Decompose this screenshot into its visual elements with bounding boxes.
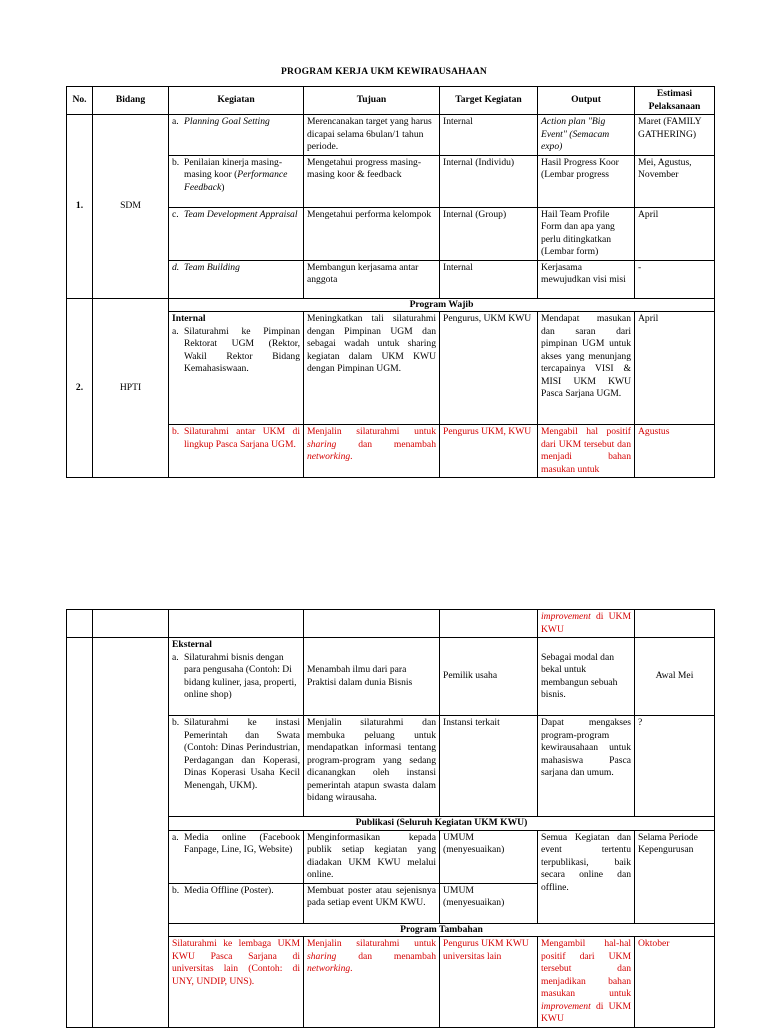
kegiatan-cell: b. Silaturahmi antar UKM di lingkup Pasca Sarjana UGM.: [169, 425, 304, 478]
section-row: [67, 298, 715, 312]
header-output: Output: [538, 87, 635, 115]
target-cell: Pengurus UKM, KWU: [440, 425, 538, 478]
tujuan-cell: Meningkatkan tali silaturahmi dengan Pimpinan UGM dan sebagai wadah untuk sharing kegiatan dalam UKM KWU dengan Pimpinan UGM.: [304, 312, 440, 425]
tujuan-cell: Menjalin silaturahmi untuk sharing dan menambah networking.: [304, 937, 440, 1028]
header-bidang: Bidang: [93, 87, 169, 115]
estimasi-cell: April: [635, 312, 715, 425]
target-cell: Pengurus UKM KWU universitas lain: [440, 937, 538, 1028]
target-cell: Pengurus, UKM KWU: [440, 312, 538, 425]
table-row: [67, 638, 715, 716]
target-cell: Internal: [440, 260, 538, 298]
header-no: No.: [67, 87, 93, 115]
estimasi-cell: ?: [635, 716, 715, 817]
estimasi-cell: April: [635, 207, 715, 260]
section-heading-publikasi: Publikasi (Seluruh Kegiatan UKM KWU): [169, 817, 715, 831]
header-kegiatan: Kegiatan: [169, 87, 304, 115]
estimasi-cell: Agustus: [635, 425, 715, 478]
kegiatan-cell: b. Silaturahmi ke instasi Pemerintah dan Swata (Contoh: Dinas Perindustrian, Perdagangan dan Koperasi, Dinas Koperasi Usaha Kecil Menengah, UKM).: [169, 716, 304, 817]
kegiatan-cell: a. Media online (Facebook Fanpage, Line, IG, Website): [169, 830, 304, 883]
tujuan-cell: Menjalin silaturahmi untuk sharing dan menambah networking.: [304, 425, 440, 478]
target-cell: Pemilik usaha: [440, 638, 538, 716]
tujuan-cell: Membangun kerjasama antar anggota: [304, 260, 440, 298]
page-title: PROGRAM KERJA UKM KEWIRAUSAHAAN: [281, 67, 487, 77]
row-number: 2.: [67, 298, 93, 478]
eksternal-label: Eksternal: [172, 639, 212, 650]
internal-label: Internal: [172, 313, 206, 324]
output-cell: improvement di UKM KWU: [538, 610, 635, 638]
output-cell: Mengabil hal positif dari UKM tersebut dan menjadi bahan masukan untuk: [538, 425, 635, 478]
table-row: [67, 115, 715, 156]
target-cell: UMUM (menyesuaikan): [440, 883, 538, 923]
target-cell: UMUM (menyesuaikan): [440, 830, 538, 883]
target-cell: Instansi terkait: [440, 716, 538, 817]
header-estimasi: Estimasi Pelaksanaan: [635, 87, 715, 115]
output-cell: Action plan "Big Event" (Semacam expo): [538, 115, 635, 156]
output-cell: Dapat mengakses program-program kewirausahaan untuk mahasiswa Pasca sarjana dan umum.: [538, 716, 635, 817]
kegiatan-cell: Silaturahmi ke lembaga UKM KWU Pasca Sarjana di universitas lain (Contoh: di UNY, UNDIP, UNS).: [169, 937, 304, 1028]
output-cell: Mengambil hal-hal positif dari UKM tersebut dan menjadikan bahan masukan untuk improvement di UKM KWU: [538, 937, 635, 1028]
output-cell: Semua Kegiatan dan event tertentu terpublikasi, baik secara online dan offline.: [538, 830, 635, 923]
estimasi-cell: Selama Periode Kepengurusan: [635, 830, 715, 923]
tujuan-cell: Menjalin silaturahmi dan membuka peluang untuk mendapatkan informasi tentang program-program yang sedang dicanangkan oleh instansi pemerintah atapun swasta dalam bidang wirausaha.: [304, 716, 440, 817]
tujuan-cell: Mengetahui performa kelompok: [304, 207, 440, 260]
estimasi-cell: -: [635, 260, 715, 298]
kegiatan-cell: b. Media Offline (Poster).: [169, 883, 304, 923]
target-cell: Internal (Group): [440, 207, 538, 260]
section-heading-wajib: Program Wajib: [169, 298, 715, 312]
kegiatan-cell: a. Planning Goal Setting: [169, 115, 304, 156]
output-cell: Hasil Progress Koor (Lembar progress: [538, 155, 635, 207]
output-cell: Sebagai modal dan bekal untuk membangun sebuah bisnis.: [538, 638, 635, 716]
estimasi-cell: Mei, Agustus, November: [635, 155, 715, 207]
tujuan-cell: Membuat poster atau sejenisnya pada setiap event UKM KWU.: [304, 883, 440, 923]
program-table-page-2: [66, 609, 715, 1028]
row-number: 1.: [67, 115, 93, 299]
program-table-page-1: [66, 86, 715, 478]
continued-row: [67, 610, 715, 638]
output-cell: Mendapat masukan dan saran dari pimpinan UGM untuk akses yang menunjang tercapainya VISI & MISI UKM KWU Pasca Sarjana UGM.: [538, 312, 635, 425]
header-row: [67, 87, 715, 115]
header-target: Target Kegiatan: [440, 87, 538, 115]
kegiatan-cell: Eksternal a. Silaturahmi bisnis dengan para pengusaha (Contoh: Di bidang kuliner, jasa, properti, online shop): [169, 638, 304, 716]
kegiatan-cell: Internal a. Silaturahmi ke Pimpinan Rektorat UGM (Rektor, Wakil Rektor Bidang Kemahasiswaan.: [169, 312, 304, 425]
section-heading-tambahan: Program Tambahan: [169, 923, 715, 937]
kegiatan-cell: c. Team Development Appraisal: [169, 207, 304, 260]
bidang-cell: SDM: [93, 115, 169, 299]
estimasi-cell: Maret (FAMILY GATHERING): [635, 115, 715, 156]
kegiatan-cell: b. Penilaian kinerja masing-masing koor (Performance Feedback): [169, 155, 304, 207]
output-cell: Hail Team Profile Form dan apa yang perlu ditingkatkan (Lembar form): [538, 207, 635, 260]
bidang-cell: HPTI: [93, 298, 169, 478]
tujuan-cell: Menginformasikan kepada publik setiap kegiatan yang diadakan UKM KWU melalui online.: [304, 830, 440, 883]
estimasi-cell: Awal Mei: [635, 638, 715, 716]
target-cell: Internal: [440, 115, 538, 156]
target-cell: Internal (Individu): [440, 155, 538, 207]
tujuan-cell: Menambah ilmu dari para Praktisi dalam dunia Bisnis: [304, 638, 440, 716]
tujuan-cell: Merencanakan target yang harus dicapai selama 6bulan/1 tahun periode.: [304, 115, 440, 156]
tujuan-cell: Mengetahui progress masing-masing koor & feedback: [304, 155, 440, 207]
output-cell: Kerjasama mewujudkan visi misi: [538, 260, 635, 298]
estimasi-cell: Oktober: [635, 937, 715, 1028]
kegiatan-cell: d. Team Building: [169, 260, 304, 298]
header-tujuan: Tujuan: [304, 87, 440, 115]
